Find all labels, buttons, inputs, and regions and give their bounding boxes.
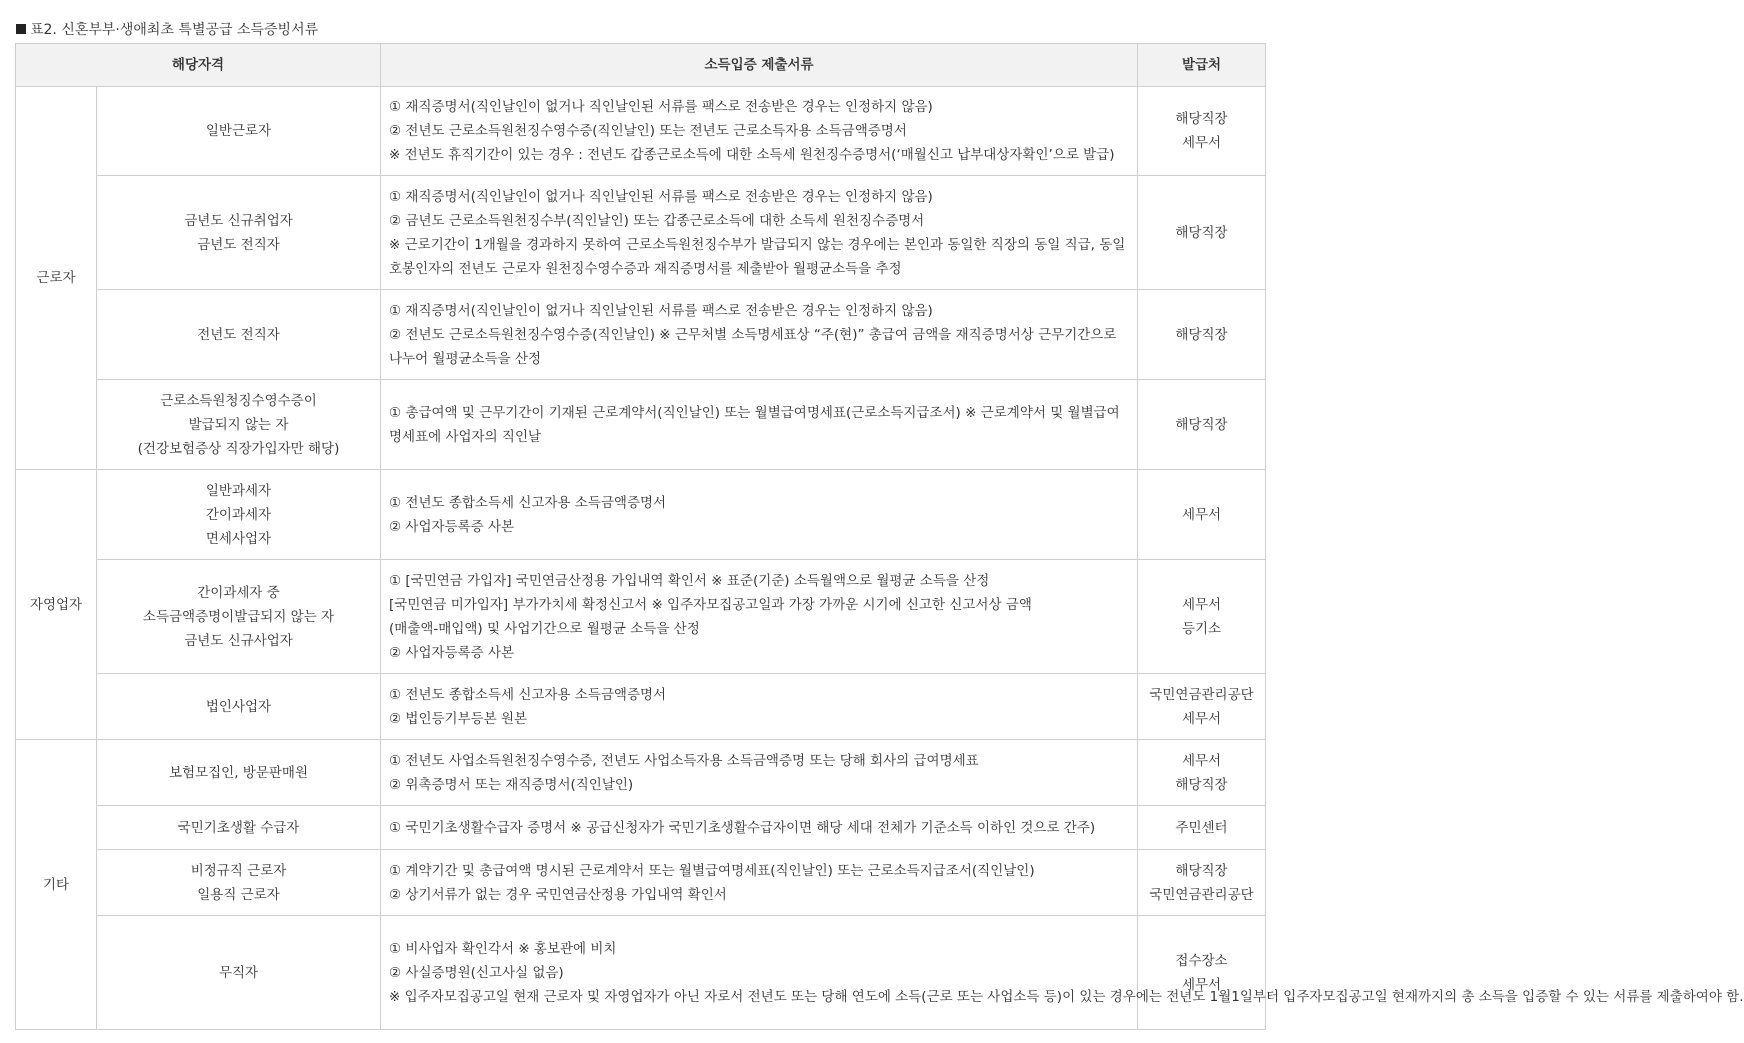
qualification-line: 일반과세자 — [205, 482, 272, 499]
income-documents-table — [15, 43, 1744, 1030]
document-line: ① 재직증명서(직인날인이 없거나 직인날인된 서류를 팩스로 전송받은 경우는 인정하지 않음) — [389, 302, 933, 319]
caption-text: 표2. 신혼부부·생애최초 특별공급 소득증빙서류 — [30, 22, 319, 38]
qualification-line: 전년도 전직자 — [197, 326, 280, 343]
category-cell: 자영업자 — [16, 470, 97, 740]
issuer-line: 해당직장 — [1175, 416, 1228, 433]
qualification-cell — [97, 176, 381, 290]
issuer-cell — [1138, 674, 1266, 740]
document-line: ② 금년도 근로소득원천징수부(직인날인) 또는 갑종근로소득에 대한 소득세 원천징수증명서 — [389, 212, 925, 229]
table-row — [16, 806, 1266, 850]
qualification-cell — [97, 806, 381, 850]
document-line: ② 사실증명원(신고사실 없음) — [389, 964, 564, 981]
qualification-cell — [97, 560, 381, 674]
table-row — [16, 560, 1266, 674]
documents-cell — [381, 290, 1138, 380]
category-cell: 기타 — [16, 740, 97, 1030]
issuer-cell — [1138, 806, 1266, 850]
issuer-line: 접수장소 — [1175, 952, 1228, 969]
document-line: ※ 입주자모집공고일 현재 근로자 및 자영업자가 아닌 자로서 전년도 또는 당해 연도에 소득(근로 또는 사업소득 등)이 있는 경우에는 전년도 1월1일부터 입주자모집공고일 현재까지의 총 소득을 입증할 수 있는 서류를 제출하여야 함. — [389, 988, 1744, 1005]
documents-cell — [381, 176, 1138, 290]
table-row — [16, 290, 1266, 380]
category-cell: 근로자 — [16, 87, 97, 470]
header-documents: 소득입증 제출서류 — [381, 44, 1138, 87]
issuer-line: 세무서 — [1181, 710, 1222, 727]
issuer-cell — [1138, 87, 1266, 176]
qualification-line: 간이과세자 — [205, 506, 272, 523]
qualification-line: 금년도 신규사업자 — [184, 632, 293, 649]
qualification-cell — [97, 380, 381, 470]
documents-cell — [381, 380, 1138, 470]
table-row — [16, 176, 1266, 290]
documents-cell — [381, 87, 1138, 176]
issuer-line: 세무서 — [1181, 135, 1222, 151]
document-line: ② 위촉증명서 또는 재직증명서(직인날인) — [389, 776, 634, 793]
qualification-line: 국민기초생활 수급자 — [177, 819, 300, 836]
issuer-cell — [1138, 740, 1266, 806]
document-line: ① 전년도 종합소득세 신고자용 소득금액증명서 — [389, 494, 667, 511]
documents-cell — [381, 740, 1138, 806]
square-bullet-icon — [16, 24, 26, 34]
table-row — [16, 916, 1266, 1030]
issuer-cell — [1138, 470, 1266, 560]
qualification-cell — [97, 916, 381, 1030]
qualification-cell — [97, 290, 381, 380]
document-line: ① 총급여액 및 근무기간이 기재된 근로계약서(직인날인) 또는 월별급여명세표(근로소득지급조서) ※ 근로계약서 및 월별급여명세표에 사업자의 직인날 — [389, 404, 1120, 445]
qualification-line: 간이과세자 중 — [197, 584, 280, 601]
document-line: ② 사업자등록증 사본 — [389, 518, 515, 535]
document-line: ① [국민연금 가입자] 국민연금산정용 가입내역 확인서 ※ 표준(기준) 소득월액으로 월평균 소득을 산정 — [389, 572, 990, 589]
document-line: ① 국민기초생활수급자 증명서 ※ 공급신청자가 국민기초생활수급자이면 해당 세대 전체가 기준소득 이하인 것으로 간주) — [389, 819, 1096, 836]
document-line: ① 계약기간 및 총급여액 명시된 근로계약서 또는 월별급여명세표(직인날인) 또는 근로소득지급조서(직인날인) — [389, 862, 1035, 879]
documents-cell — [381, 470, 1138, 560]
document-line: ② 사업자등록증 사본 — [389, 644, 515, 661]
issuer-line: 국민연금관리공단 — [1149, 686, 1254, 703]
qualification-line: 법인사업자 — [205, 698, 272, 715]
document-line: ① 비사업자 확인각서 ※ 홍보관에 비치 — [389, 940, 617, 957]
table-row — [16, 380, 1266, 470]
qualification-line: 면세사업자 — [205, 530, 272, 547]
qualification-cell — [97, 87, 381, 176]
qualification-line: 보험모집인, 방문판매원 — [169, 764, 308, 781]
document-line: ① 재직증명서(직인날인이 없거나 직인날인된 서류를 팩스로 전송받은 경우는 인정하지 않음) — [389, 99, 933, 115]
table-row — [16, 470, 1266, 560]
issuer-cell — [1138, 850, 1266, 916]
issuer-line: 국민연금관리공단 — [1149, 886, 1254, 903]
issuer-line: 세무서 — [1181, 596, 1222, 613]
document-line: ② 상기서류가 없는 경우 국민연금산정용 가입내역 확인서 — [389, 886, 727, 903]
issuer-line: 해당직장 — [1175, 326, 1228, 343]
qualification-line: 비정규직 근로자 — [190, 862, 287, 879]
document-line: ① 전년도 사업소득원천징수영수증, 전년도 사업소득자용 소득금액증명 또는 당해 회사의 급여명세표 — [389, 752, 979, 769]
document-line: ① 전년도 종합소득세 신고자용 소득금액증명서 — [389, 686, 667, 703]
issuer-line: 주민센터 — [1175, 819, 1228, 836]
issuer-cell — [1138, 380, 1266, 470]
document-line: [국민연금 미가입자] 부가가치세 확정신고서 ※ 입주자모집공고일과 가장 가까운 시기에 신고한 신고서상 금액 — [389, 596, 1032, 613]
document-line: ① 재직증명서(직인날인이 없거나 직인날인된 서류를 팩스로 전송받은 경우는 인정하지 않음) — [389, 188, 933, 205]
qualification-line: 금년도 신규취업자 — [184, 212, 293, 229]
issuer-line: 해당직장 — [1175, 776, 1228, 793]
qualification-line: 소득금액증명이발급되지 않는 자 — [142, 608, 335, 625]
qualification-cell — [97, 740, 381, 806]
qualification-line: (건강보험증상 직장가입자만 해당) — [137, 440, 340, 457]
documents-cell — [381, 560, 1138, 674]
qualification-cell — [97, 470, 381, 560]
issuer-line: 해당직장 — [1175, 111, 1228, 127]
table-row — [16, 850, 1266, 916]
document-line: ② 전년도 근로소득원천징수영수증(직인날인) 또는 전년도 근로소득자용 소득금액증명서 — [389, 123, 907, 139]
qualification-cell — [97, 850, 381, 916]
table-row — [16, 87, 1266, 176]
table-row — [16, 740, 1266, 806]
issuer-line: 해당직장 — [1175, 224, 1228, 241]
document-line: ※ 전년도 휴직기간이 있는 경우 : 전년도 갑종근로소득에 대한 소득세 원천징수증명서(‘매월신고 납부대상자확인’으로 발급) — [389, 147, 1115, 163]
issuer-cell — [1138, 176, 1266, 290]
issuer-cell — [1138, 916, 1266, 1030]
qualification-line: 무직자 — [218, 964, 259, 981]
qualification-line: 일반근로자 — [205, 123, 272, 139]
table-caption — [16, 19, 318, 41]
document-line: (매출액-매입액) 및 사업기간으로 월평균 소득을 산정 — [389, 620, 700, 637]
qualification-line: 일용직 근로자 — [197, 886, 280, 903]
table-row — [16, 674, 1266, 740]
document-line: ※ 근로기간이 1개월을 경과하지 못하여 근로소득원천징수부가 발급되지 않는 경우에는 본인과 동일한 직장의 동일 직급, 동일 호봉인자의 전년도 근로자 원천징수영수증과 재직증명서를 제출받아 월평균소득을 추정 — [389, 236, 1126, 277]
qualification-line: 발급되지 않는 자 — [188, 416, 289, 433]
header-issuer: 발급처 — [1138, 44, 1266, 87]
documents-cell — [381, 674, 1138, 740]
issuer-cell — [1138, 560, 1266, 674]
table-body — [16, 87, 1744, 1030]
issuer-line: 세무서 — [1181, 506, 1222, 523]
table-header-row — [16, 44, 1266, 87]
document-line: ② 법인등기부등본 원본 — [389, 710, 528, 727]
documents-cell — [381, 806, 1138, 850]
issuer-line: 세무서 — [1181, 752, 1222, 769]
qualification-cell — [97, 674, 381, 740]
issuer-line: 세무서 — [1181, 976, 1222, 993]
qualification-line: 금년도 전직자 — [197, 236, 280, 253]
issuer-cell — [1138, 290, 1266, 380]
header-qualification: 해당자격 — [16, 44, 381, 87]
issuer-line: 해당직장 — [1175, 862, 1228, 879]
qualification-line: 근로소득원청징수영수증이 — [160, 392, 317, 409]
documents-cell — [381, 850, 1138, 916]
document-line: ② 전년도 근로소득원천징수영수증(직인날인) ※ 근무처별 소득명세표상 “주(현)” 총급여 금액을 재직증명서상 근무기간으로 나누어 월평균소득을 산정 — [389, 326, 1117, 367]
issuer-line: 등기소 — [1181, 620, 1222, 637]
